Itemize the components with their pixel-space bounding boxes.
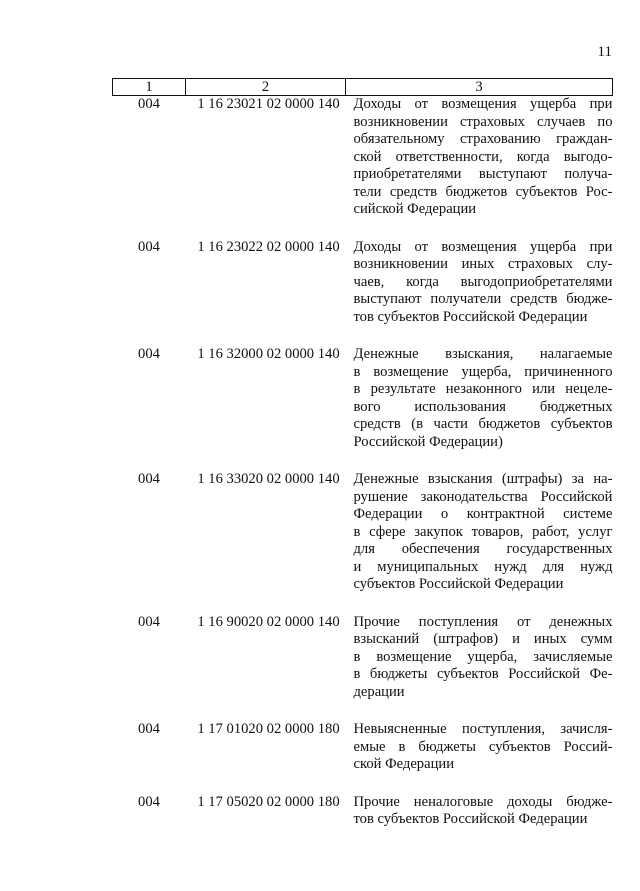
description-line: емые в бюджеты субъектов Россий- xyxy=(353,738,613,755)
budget-classification-code-cell: 1 16 32000 02 0000 140 xyxy=(197,346,340,362)
revenue-description-cell xyxy=(346,794,613,849)
description-line: сийской Федерации xyxy=(353,201,477,217)
table-row xyxy=(113,721,613,794)
description-line: в возмещение ущерба, зачисляемые xyxy=(353,648,613,665)
admin-code-cell: 004 xyxy=(138,793,160,810)
description-line: Доходы от возмещения ущерба при xyxy=(353,96,613,112)
admin-code-cell: 004 xyxy=(138,613,160,630)
table-body xyxy=(113,96,613,849)
budget-classification-code-cell: 1 16 23021 02 0000 140 xyxy=(197,96,340,112)
admin-code-cell: 004 xyxy=(138,238,160,255)
description-line: в возмещение ущерба, причиненного xyxy=(353,363,613,380)
budget-classification-code-cell: 1 16 33020 02 0000 140 xyxy=(197,471,340,487)
revenue-description-cell xyxy=(346,96,613,239)
revenue-description-cell xyxy=(346,721,613,794)
revenue-description-cell xyxy=(346,614,613,722)
description-line: взысканий (штрафов) и иных сумм xyxy=(353,631,613,647)
description-line: Денежные взыскания, налагаемые xyxy=(353,346,613,362)
description-line: вого использования бюджетных xyxy=(353,398,613,415)
description-line: и муниципальных нужд для нужд xyxy=(353,558,613,575)
description-line: приобретателями выступают получа- xyxy=(353,166,613,182)
revenue-description-cell xyxy=(346,471,613,614)
table-row xyxy=(113,794,613,849)
table-row xyxy=(113,614,613,722)
description-line: чаев, когда выгодоприобретателями xyxy=(353,273,613,290)
description-line: Денежные взыскания (штрафы) за на- xyxy=(353,471,613,487)
description-line: Прочие поступления от денежных xyxy=(353,613,613,630)
description-line: тели средств бюджетов субъектов Рос- xyxy=(353,183,613,200)
budget-classification-code-cell: 1 17 05020 02 0000 180 xyxy=(197,793,340,810)
description-line: в бюджеты субъектов Российской Фе- xyxy=(353,666,613,682)
column-header-3: 3 xyxy=(346,79,613,96)
description-line: дерации xyxy=(353,683,405,700)
description-line: тов субъектов Российской Федерации xyxy=(353,308,588,325)
table-row xyxy=(113,239,613,347)
description-line: Федерации о контрактной системе xyxy=(353,506,613,522)
description-line: Доходы от возмещения ущерба при xyxy=(353,238,613,255)
description-line: ской ответственности, когда выгодо- xyxy=(353,148,613,165)
description-line: Российской Федерации) xyxy=(353,433,503,450)
page-number: 11 xyxy=(597,44,612,60)
description-line: в результате незаконного или нецеле- xyxy=(353,381,613,397)
description-line: ской Федерации xyxy=(353,756,455,772)
description-line: тов субъектов Российской Федерации xyxy=(353,811,588,827)
revenue-description-cell xyxy=(346,239,613,347)
revenue-codes-table xyxy=(112,78,613,849)
admin-code-cell: 004 xyxy=(138,471,160,487)
description-line: выступают получатели средств бюдже- xyxy=(353,291,613,307)
admin-code-cell: 004 xyxy=(138,346,160,362)
table-row xyxy=(113,471,613,614)
description-line: рушение законодательства Российской xyxy=(353,488,613,505)
revenue-description-cell xyxy=(346,346,613,471)
table-row xyxy=(113,346,613,471)
description-line: Прочие неналоговые доходы бюдже- xyxy=(353,793,613,810)
table-header-row xyxy=(113,79,613,96)
description-line: субъектов Российской Федерации xyxy=(353,576,564,592)
budget-classification-code-cell: 1 17 01020 02 0000 180 xyxy=(197,721,340,737)
description-line: возникновении иных страховых слу- xyxy=(353,256,613,272)
description-line: Невыясненные поступления, зачисля- xyxy=(353,721,613,737)
description-line: для обеспечения государственных xyxy=(353,541,613,557)
description-line: возникновении страховых случаев по xyxy=(353,113,613,130)
description-line: средств (в части бюджетов субъектов xyxy=(353,416,613,432)
budget-classification-code-cell: 1 16 90020 02 0000 140 xyxy=(197,613,340,630)
column-header-1: 1 xyxy=(113,79,186,96)
description-line: в сфере закупок товаров, работ, услуг xyxy=(353,523,613,540)
admin-code-cell: 004 xyxy=(138,96,160,112)
admin-code-cell: 004 xyxy=(138,721,160,737)
column-header-2: 2 xyxy=(186,79,346,96)
table-row xyxy=(113,96,613,239)
budget-classification-code-cell: 1 16 23022 02 0000 140 xyxy=(197,238,340,255)
description-line: обязательному страхованию граждан- xyxy=(353,131,613,147)
